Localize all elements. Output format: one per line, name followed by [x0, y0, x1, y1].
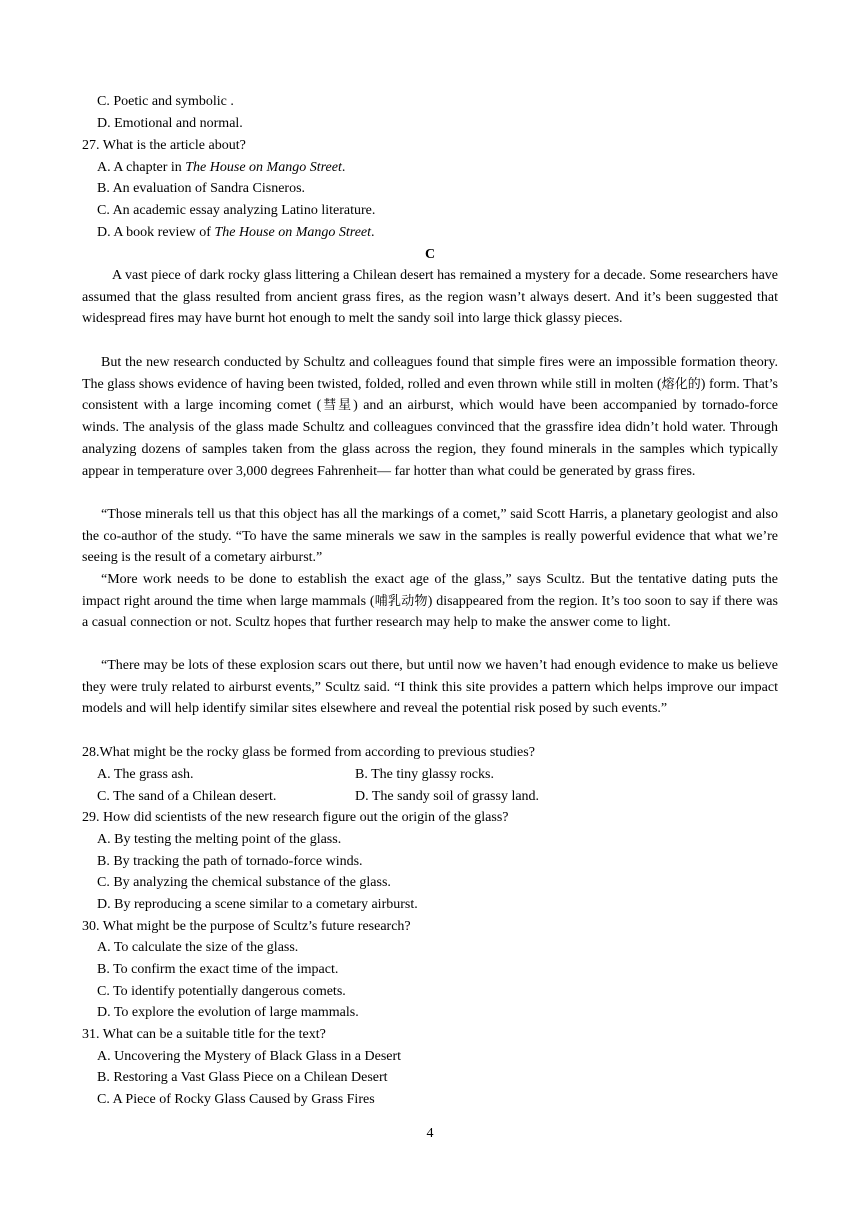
- q29-option-a: A. By testing the melting point of the glass.: [97, 832, 342, 847]
- passage-paragraph-1: A vast piece of dark rocky glass littering a Chilean desert has remained a mystery for a decade. Some researchers have assumed that the glass resulted from ancient grass fires, as the region wasn’t always desert. And it’s been suggested that widespread fires may have burnt hot enough to melt the sandy soil into large thick glassy pieces.: [82, 268, 778, 327]
- q28-option-d: D. The sandy soil of grassy land.: [355, 789, 540, 804]
- passage-paragraph-4: [82, 569, 778, 634]
- q30-stem: 30. What might be the purpose of Scultz’s future research?: [82, 919, 411, 934]
- q31-option-a: A. Uncovering the Mystery of Black Glass in a Desert: [97, 1049, 402, 1064]
- chinese-gloss: 彗星: [321, 398, 354, 414]
- q26-option-c: C. Poetic and symbolic .: [97, 94, 234, 109]
- q29-stem: 29. How did scientists of the new research figure out the origin of the glass?: [82, 810, 509, 825]
- q30-option-a: A. To calculate the size of the glass.: [97, 940, 299, 955]
- q27-option-a-prefix: A. A chapter in: [97, 160, 186, 175]
- section-heading: C: [424, 247, 436, 262]
- passage-paragraph-3: “Those minerals tell us that this object has all the markings of a comet,” said Scott Harris, a planetary geologist and also the co-author of the study. “To have the same minerals we saw in the samples is really powerful evidence that what we’re seeing is the result of a cometary airburst.”: [82, 507, 778, 566]
- book-title: The House on Mango Street: [214, 225, 372, 240]
- q30-option-c: C. To identify potentially dangerous comets.: [97, 984, 346, 999]
- q29-option-d: D. By reproducing a scene similar to a cometary airburst.: [97, 897, 418, 912]
- passage-text: ) disappeared from the region. It’s too soon to say if there was a casual connection or not. Scultz hopes that further research may help to make the answer come to light.: [82, 593, 778, 631]
- q30-option-d: D. To explore the evolution of large mammals.: [97, 1005, 359, 1020]
- book-title: The House on Mango Street: [185, 160, 342, 175]
- q28-option-c: C. The sand of a Chilean desert.: [97, 789, 277, 804]
- q27-option-a-suffix: .: [341, 160, 346, 175]
- passage-text: ) and an airburst, which would have been accompanied by tornado-force winds. The analysis of the glass made Schultz and colleagues convinced that the grassfire idea didn’t hold water. Through analyzing dozens of samples taken from the glass across the region, they found minerals in the samples which typically appear in temperature over 3,000 degrees Fahrenheit— far hotter than what could be generated by grass fires.: [82, 398, 778, 479]
- passage-text: “More work needs to be done to establish the exact age of the glass,” says Scultz. But the tentative dating puts the impact right around the time when large mammals (: [82, 572, 778, 609]
- q31-option-b: B. Restoring a Vast Glass Piece on a Chilean Desert: [97, 1070, 388, 1085]
- passage-paragraph-2: [82, 352, 778, 482]
- q31-stem: 31. What can be a suitable title for the text?: [82, 1027, 326, 1042]
- q27-option-c: C. An academic essay analyzing Latino literature.: [97, 203, 376, 218]
- q30-option-b: B. To confirm the exact time of the impact.: [97, 962, 339, 977]
- q27-option-a: [97, 157, 345, 179]
- q29-option-c: C. By analyzing the chemical substance of the glass.: [97, 875, 391, 890]
- q28-option-a: A. The grass ash.: [97, 767, 194, 782]
- q27-option-d-suffix: .: [371, 225, 375, 240]
- page-number: 4: [426, 1126, 434, 1141]
- q27-option-d-prefix: D. A book review of: [97, 225, 215, 240]
- q28-stem: 28.What might be the rocky glass be formed from according to previous studies?: [82, 745, 535, 760]
- q29-option-b: B. By tracking the path of tornado-force winds.: [97, 854, 363, 869]
- passage-text: ) form. That’s consistent with a large incoming comet (: [82, 376, 778, 414]
- passage-text: But the new research conducted by Schultz and colleagues found that simple fires were an impossible formation theory. The glass shows evidence of having been twisted, folded, rolled and even thrown while still in molten (: [82, 355, 778, 392]
- chinese-gloss: 熔化的: [661, 376, 701, 392]
- q31-option-c: C. A Piece of Rocky Glass Caused by Grass Fires: [97, 1092, 375, 1107]
- q28-option-b: B. The tiny glassy rocks.: [355, 767, 494, 782]
- q27-option-b: B. An evaluation of Sandra Cisneros.: [97, 181, 306, 196]
- passage-paragraph-5: “There may be lots of these explosion scars out there, but until now we haven’t had enough evidence to make us believe they were truly related to airburst events,” Scultz said. “I think this site provides a pattern which helps improve our impact models and will help identify similar sites elsewhere and reveal the potential risk posed by such events.”: [82, 658, 778, 717]
- chinese-gloss: 哺乳动物: [374, 593, 428, 609]
- q27-option-d: [97, 222, 375, 244]
- q26-option-d: D. Emotional and normal.: [97, 116, 243, 131]
- q27-stem: 27. What is the article about?: [82, 138, 246, 153]
